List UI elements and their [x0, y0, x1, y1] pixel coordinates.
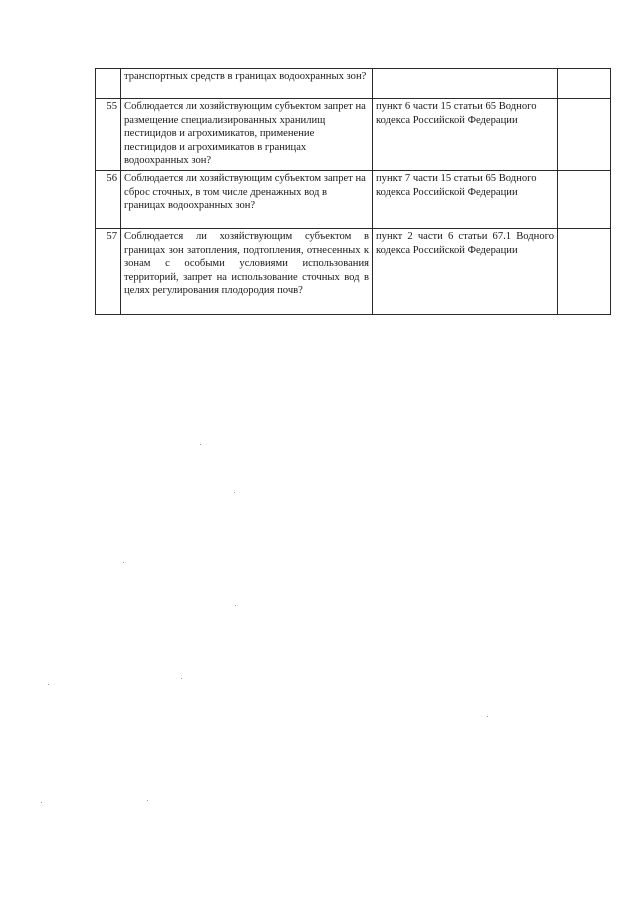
scan-speck: [200, 444, 201, 445]
scan-speck: [235, 605, 236, 606]
table-row: [96, 228, 611, 314]
scan-speck: [487, 716, 488, 717]
question-cell: Соблюдается ли хозяйствующим субъектом запрет на размещение специализированных хранилищ пестицидов и агрохимикатов, применение пестицидов и агрохимикатов в границах водоохранных зон?: [121, 99, 373, 171]
row-number: [96, 69, 121, 99]
question-cell: транспортных средств в границах водоохранных зон?: [121, 69, 373, 99]
row-number: 55: [96, 99, 121, 171]
scan-speck: [234, 492, 235, 493]
empty-cell: [558, 99, 611, 171]
reference-cell: [373, 69, 558, 99]
scan-speck: [48, 684, 49, 685]
question-cell: Соблюдается ли хозяйствующим субъектом в границах зон затопления, подтопления, отнесенных к зонам с особыми условиями использования территорий, запрет на использование сточных вод в целях регулирования плодородия почв?: [121, 228, 373, 314]
scan-speck: [147, 800, 148, 801]
row-number: 57: [96, 228, 121, 314]
table-row: [96, 170, 611, 228]
table-row: [96, 69, 611, 99]
table-row: [96, 99, 611, 171]
question-cell: Соблюдается ли хозяйствующим субъектом запрет на сброс сточных, в том числе дренажных вод в границах водоохранных зон?: [121, 170, 373, 228]
reference-cell: пункт 7 части 15 статьи 65 Водного кодекса Российской Федерации: [373, 170, 558, 228]
scan-speck: [123, 562, 124, 563]
scan-speck: [181, 678, 182, 679]
reference-cell: пункт 6 части 15 статьи 65 Водного кодекса Российской Федерации: [373, 99, 558, 171]
checklist-table: [95, 68, 611, 315]
reference-cell: пункт 2 части 6 статьи 67.1 Водного кодекса Российской Федерации: [373, 228, 558, 314]
empty-cell: [558, 170, 611, 228]
empty-cell: [558, 69, 611, 99]
empty-cell: [558, 228, 611, 314]
row-number: 56: [96, 170, 121, 228]
scan-speck: [41, 802, 42, 803]
